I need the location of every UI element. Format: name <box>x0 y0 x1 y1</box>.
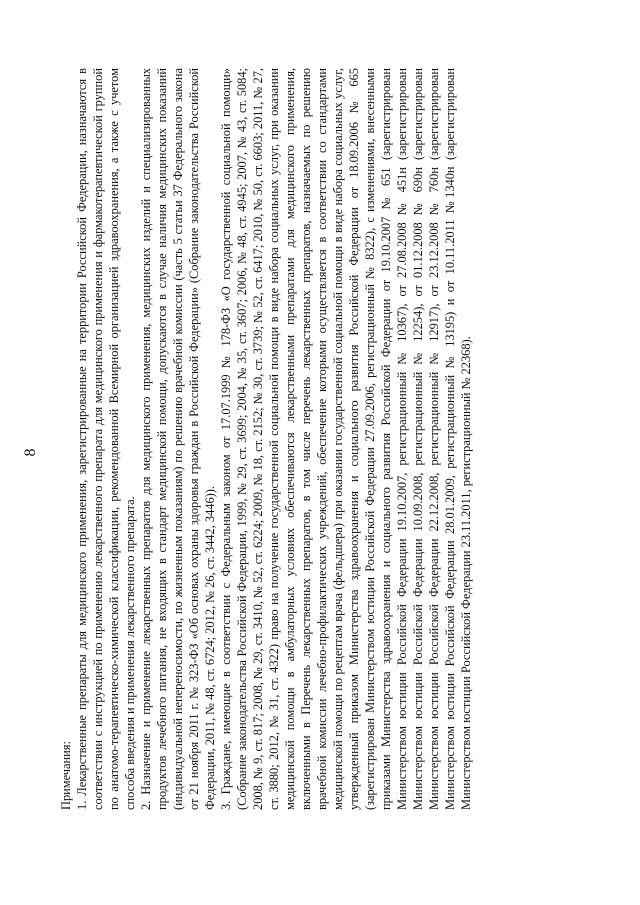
note-item-3: 3. Граждане, имеющие в соответствии с Федеральным законом от 17.07.1999 № 178-ФЗ «О государственной социальной помощи» (Собрание законодательства Российской Федерации, 1999, № 29, ст. 3699; 2004, № 35, ст. 3607; 2006, № 48, ст. 4945; 2007, № 43, ст. 5084; 2008, № 9, ст. 817; 2008, № 29, ст. 3410, № 52, ст. 6224; 2009, № 18, ст. 2152; № 30, ст. 3739; № 52, ст. 6417; 2010, № 50, ст. 6603; 2011, № 27, ст. 3880; 2012, № 31, ст. 4322) право на получение государственной социальной помощи в виде набора социальных услуг, при оказании медицинской помощи в амбулаторных условиях обеспечиваются лекарственными препаратами для медицинского применения, включенными в Перечень лекарственных препаратов, в том числе перечень лекарственных препаратов, назначаемых по решению врачебной комиссии лечебно-профилактических учреждений, обеспечение которыми осуществляется в соответствии со стандартами медицинской помощи по рецептам врача (фельдшера) при оказании государственной социальной помощи в виде набора социальных услуг, утвержденный приказом Министерства здравоохранения и социального развития Российской Федерации от 18.09.2006 № 665 (зарегистрирован Министерством юстиции Российской Федерации 27.09.2006, регистрационный № 8322), с изменениями, внесенными приказами Министерства здравоохранения и социального развития Российской Федерации от 19.10.2007 № 651 (зарегистрирован Министерством юстиции Российской Федерации 19.10.2007, регистрационный № 10367), от 27.08.2008 № 451н (зарегистрирован Министерством юстиции Российской Федерации 10.09.2008, регистрационный № 12254), от 01.12.2008 № 690н (зарегистрирован Министерством юстиции Российской Федерации 22.12.2008, регистрационный № 12917), от 23.12.2008 № 760н (зарегистрирован Министерством юстиции Российской Федерации 28.01.2009, регистрационный № 13195) и от 10.11.2011 №1340н (зарегистрирован Министерством юстиции Российской Федерации 23.11.2011, регистрационный № 22368). <box>219 68 473 810</box>
note-item-2: 2. Назначение и применение лекарственных препаратов для медицинского применения, медицинских изделий и специализированных продуктов лечебного питания, не входящих в стандарт медицинской помощи, допускаются в случае наличия медицинских показаний (индивидуальной непереносимости, по жизненным показаниям) по решению врачебной комиссии (часть 5 статьи 37 Федерального закона от 21 ноября 2011 г. № 323-ФЗ «Об основах охраны здоровья граждан в Российской Федерации» (Собрание законодательства Российской Федерации, 2011, № 48, ст. 6724; 2012, № 26, ст. 3442, 3446)). <box>139 68 217 810</box>
notes-section <box>58 68 474 810</box>
note-item-1: 1. Лекарственные препараты для медицинского применения, зарегистрированные на территории Российской Федерации, назначаются в соответствии с инструкцией по применению лекарственного препарата для медицинского применения и фармакотерапевтической группой по анатомо-терапевтическо-химической классификации, рекомендованной Всемирной организацией здравоохранения, а также с учетом способа введения и применения лекарственного препарата. <box>75 68 137 810</box>
page-number: 8 <box>22 448 39 457</box>
notes-heading: Примечания: <box>59 741 73 810</box>
